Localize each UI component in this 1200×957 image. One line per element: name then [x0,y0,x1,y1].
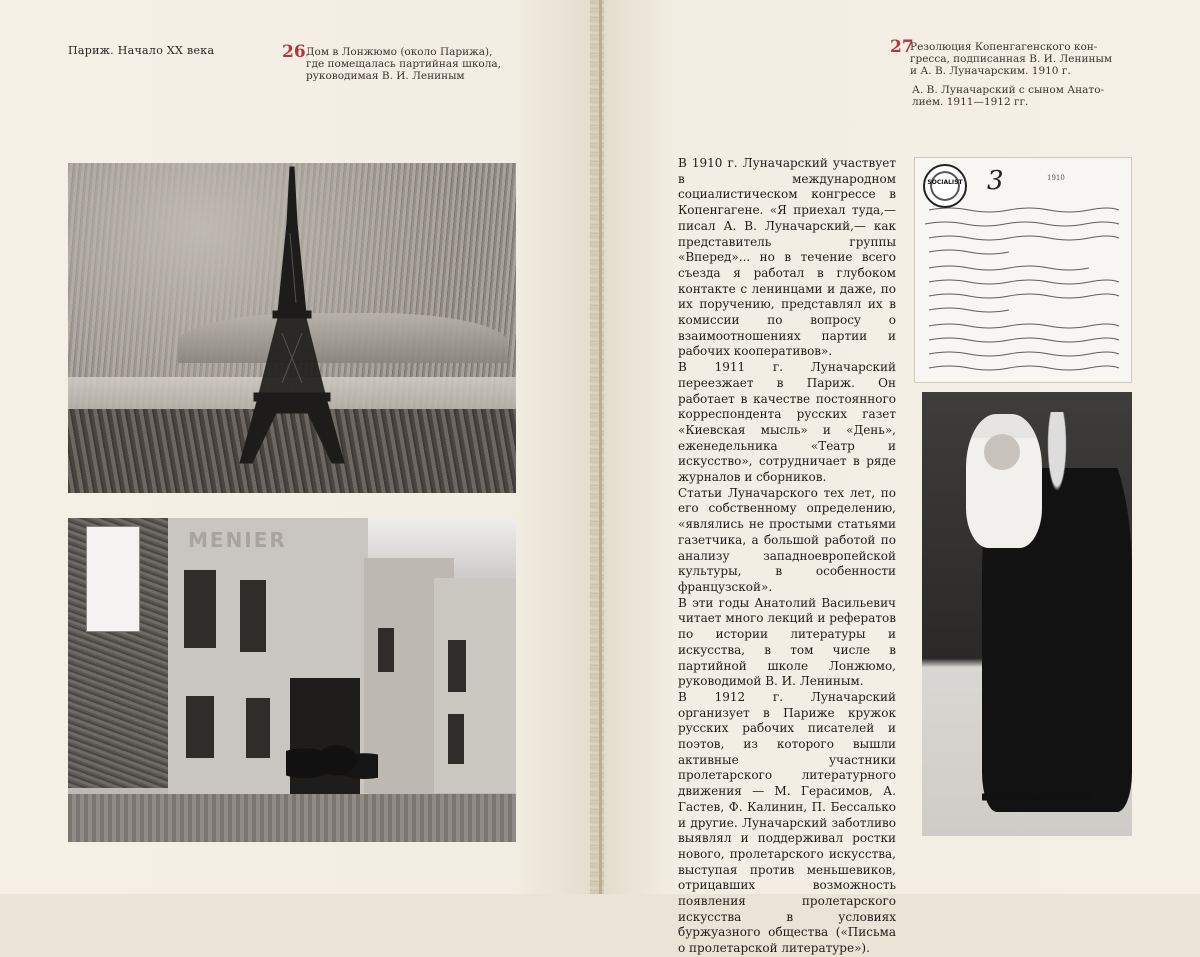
left-page [0,0,596,894]
caption-27-portrait [912,84,1142,108]
caption-27b-line-1: А. В. Луначарский с сыном Анато- [912,84,1105,96]
photo-group-of-people [286,740,378,798]
body-paragraph-1: В 1910 г. Луначарский участвует в международном социалистическом конгрессе в Копенгагене. «Я приехал туда,— писал А. В. Луначарский,— как представитель группы «Вперед»... но в течение всего съезда я работал в глубоком контакте с ленинцами и даже, по их поручению, представлял их в комиссии по вопросу о взаимоотношениях партии и рабочих кооперативов». [678,156,896,359]
photo-painted-sign: MENIER [188,528,287,552]
caption-26 [282,42,536,82]
photo-paris-eiffel-tower [68,163,516,493]
photo-window [448,714,464,764]
caption-number-26: 26 [282,42,306,62]
caption-26-line-3: руководимая В. И. Лениным [306,70,465,82]
caption-27-line-1: Резолюция Копенгагенского кон- [910,41,1098,53]
photo-shoes [982,790,1092,804]
photo-child-face [984,434,1020,470]
photo-window [378,628,394,672]
body-text [678,156,896,957]
caption-26-line-1: Дом в Лонжюмо (около Парижа), [306,46,493,58]
document-page-number: 3 [987,166,1004,196]
stamp-text: SOCIALIST [927,179,963,186]
photo-cobblestone-street [68,794,516,842]
caption-number-27: 27 [890,37,914,57]
caption-27 [890,37,1140,77]
handwriting-lines [915,158,1131,382]
body-paragraph-2: В 1911 г. Луначарский переезжает в Париж. Он работает в качестве постоянного корреспондента русских газет «Киевская мысль» и «День», еженедельника «Театр и искусство», сотрудничает в ряде журналов и сборников. [678,360,896,485]
body-paragraph-5: В 1912 г. Луначарский организует в Париже кружок русских рабочих писателей и поэтов, из которого вышли активные участники пролетарского литературного движения — М. Герасимов, А. Гастев, Ф. Калинин, П. Бессалько и другие. Луначарский заботливо выявлял и поддерживал ростки нового, пролетарского искусства, выступая против меньшевиков, отрицавших возможность появления пролетарского искусства в условиях буржуазного общества («Письма о пролетарской литературе»). [678,689,896,956]
body-paragraph-4: В эти годы Анатолий Васильевич читает много лекций и рефератов по истории литературы и искусства, в том числе в партийной школе Лонжюмо, руководимой В. И. Лениным. [678,595,896,689]
caption-27-line-2: гресса, подписанная В. И. Лениным [910,53,1112,65]
photo-lunacharsky-with-son [922,392,1132,836]
photo-window [184,570,216,648]
photo-window [246,698,270,758]
photo-longjumeau-house [68,518,516,842]
caption-27b-line-2: лием. 1911—1912 гг. [912,96,1029,108]
running-head: Париж. Начало XX века [68,44,215,57]
photo-window [448,640,466,692]
photo-window [186,696,214,758]
photo-window [240,580,266,652]
document-date: 1910 [1047,174,1065,182]
caption-27-line-3: и А. В. Луначарским. 1910 г. [910,65,1071,77]
photo-resolution-document [914,157,1132,383]
eiffel-tower-drawing [68,163,516,493]
photo-building-far-right [434,578,516,793]
body-paragraph-3: Статьи Луначарского тех лет, по его собственному определению, «являлись не простыми статьями газетчика, а большой работой по анализу западноевропейской культуры, в особенности французской». [678,485,896,594]
photo-shutter [86,526,140,632]
caption-26-line-2: где помещалась партийная школа, [306,58,502,70]
